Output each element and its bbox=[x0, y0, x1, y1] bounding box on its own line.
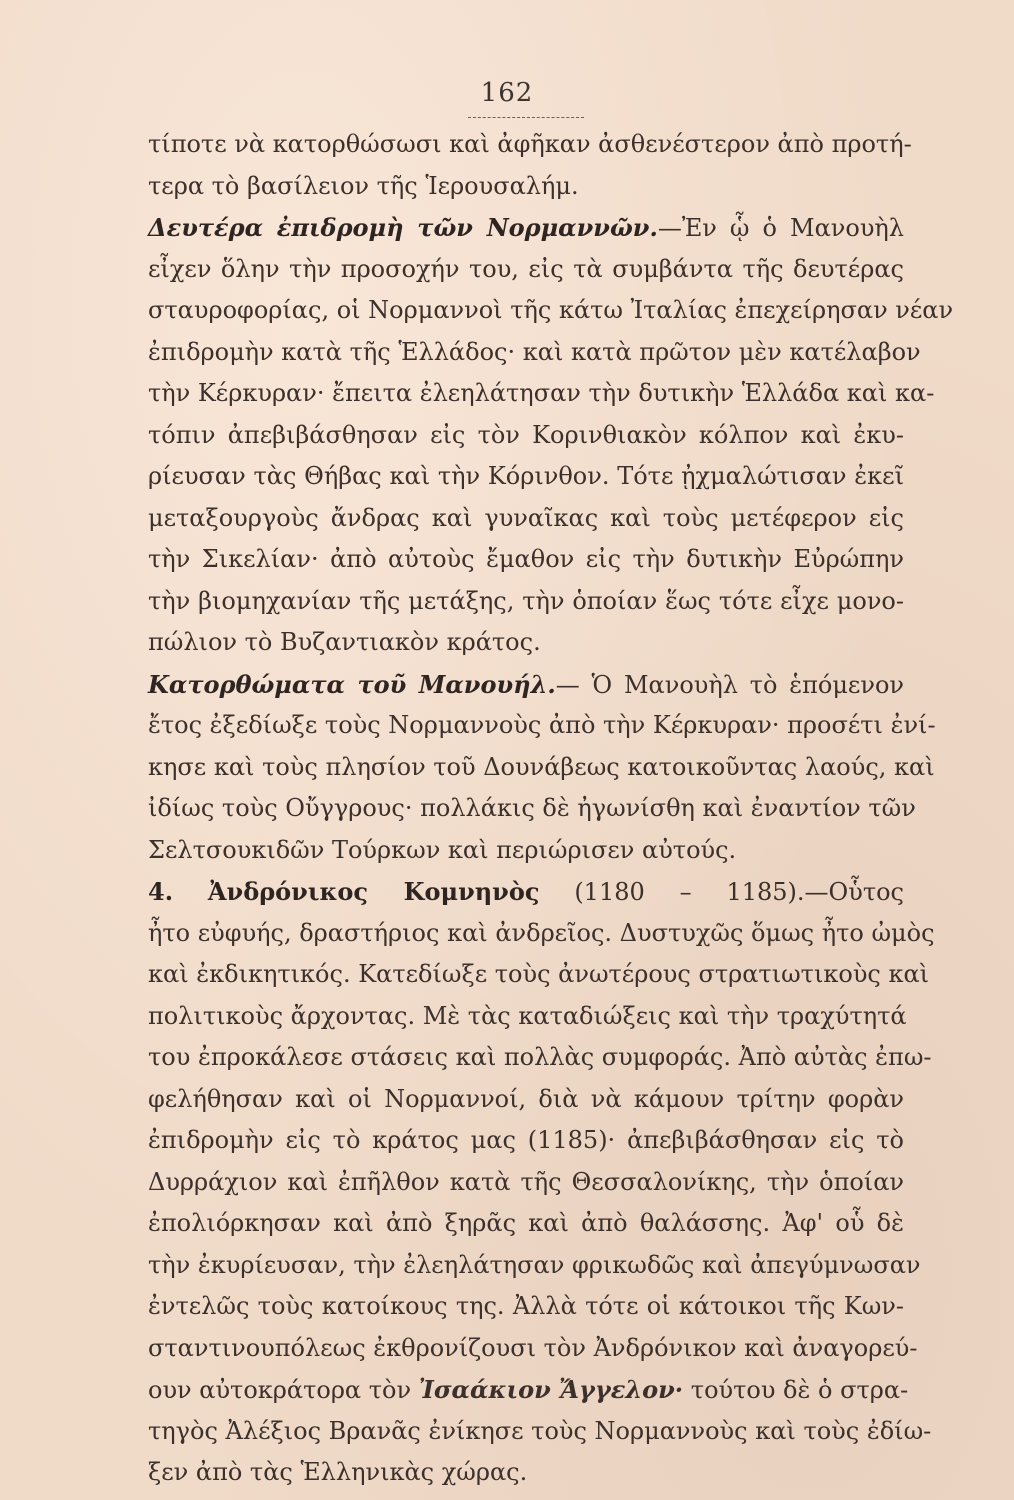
text-line: καὶ ἐκδικητικός. Κατεδίωξε τοὺς ἀνωτέρους στρατιωτικοὺς καὶ bbox=[148, 960, 930, 988]
text-line: φελήθησαν καὶ οἱ Νορμαννοί, διὰ νὰ κάμουν τρίτην φορὰν bbox=[148, 1084, 904, 1113]
subheading-second-invasion: Δευτέρα ἐπιδρομὴ τῶν Νορμαννῶν. bbox=[148, 213, 658, 242]
text-line bbox=[148, 1369, 909, 1411]
text-line bbox=[148, 207, 904, 249]
emperor-name: Ἰσαάκιον Ἄγγελον· bbox=[418, 1375, 684, 1404]
text-line: εἶχεν ὅλην τὴν προσοχήν του, εἰς τὰ συμβάντα τῆς δευτέρας bbox=[148, 254, 904, 283]
text-line: πολιτικοὺς ἄρχοντας. Μὲ τὰς καταδιώξεις καὶ τὴν τραχύτητά bbox=[148, 1001, 907, 1030]
text-line: τερα τὸ βασίλειον τῆς Ἱερουσαλήμ. bbox=[148, 171, 579, 200]
text-run: — Ὁ Μανουὴλ τὸ ἑπόμενον bbox=[555, 670, 904, 699]
text-line: ἰδίως τοὺς Οὔγγρους· πολλάκις δὲ ἠγωνίσθη καὶ ἐναντίον τῶν bbox=[148, 794, 916, 822]
section-number: 4. bbox=[148, 877, 174, 906]
text-line: τὴν Κέρκυραν· ἔπειτα ἐλεηλάτησαν τὴν δυτικὴν Ἑλλάδα καὶ κα- bbox=[148, 379, 935, 407]
text-line: τὴν Σικελίαν· ἀπὸ αὐτοὺς ἔμαθον εἰς τὴν δυτικὴν Εὐρώπην bbox=[148, 545, 904, 573]
text-run: —Οὗτος bbox=[804, 878, 904, 906]
text-run: τούτου δὲ ὁ στρα- bbox=[690, 1376, 909, 1404]
text-line: ἔτος ἐξεδίωξε τοὺς Νορμαννοὺς ἀπὸ τὴν Κέρκυραν· προσέτι ἐνί- bbox=[148, 711, 936, 739]
subheading-manuel-achievements: Κατορθώματα τοῦ Μανουήλ. bbox=[148, 669, 556, 699]
text-line: ἐντελῶς τοὺς κατοίκους της. Ἀλλὰ τότε οἱ κάτοικοι τῆς Κων- bbox=[148, 1292, 904, 1320]
text-line: τὴν ἐκυρίευσαν, τὴν ἐλεηλάτησαν φρικωδῶς καὶ ἀπεγύμνωσαν bbox=[148, 1250, 921, 1279]
text-line: πώλιον τὸ Βυζαντιακὸν κράτος. bbox=[148, 628, 541, 656]
section-title: Ἀνδρόνικος Κομνηνὸς bbox=[207, 877, 540, 906]
text-line: του ἐπροκάλεσε στάσεις καὶ πολλὰς συμφοράς. Ἀπὸ αὐτὰς ἐπω- bbox=[148, 1043, 932, 1071]
text-line: Δυρράχιον καὶ ἐπῆλθον κατὰ τῆς Θεσσαλονίκης, τὴν ὁποίαν bbox=[148, 1167, 904, 1196]
text-line: ρίευσαν τὰς Θήβας καὶ τὴν Κόρινθον. Τότε ᾐχμαλώτισαν ἐκεῖ bbox=[148, 462, 904, 490]
text-line: ἐπιδρομὴν κατὰ τῆς Ἑλλάδος· καὶ κατὰ πρῶτον μὲν κατέλαβον bbox=[148, 337, 921, 366]
text-line bbox=[148, 664, 904, 706]
text-line: σταντινουπόλεως ἐκθρονίζουσι τὸν Ἀνδρόνικον καὶ ἀναγορεύ- bbox=[148, 1333, 918, 1362]
text-line: ξεν ἀπὸ τὰς Ἑλληνικὰς χώρας. bbox=[148, 1458, 528, 1486]
section-dates: (1180 – 1185). bbox=[574, 878, 805, 906]
text-line: ἐπιδρομὴν εἰς τὸ κράτος μας (1185)· ἀπεβιβάσθησαν εἰς τὸ bbox=[148, 1126, 904, 1154]
text-run: —Ἐν ᾧ ὁ Μανουὴλ bbox=[657, 214, 905, 242]
text-run: ουν αὐτοκράτορα τὸν bbox=[148, 1376, 412, 1404]
text-line: τὴν βιομηχανίαν τῆς μετάξης, τὴν ὁποίαν ἕως τότε εἶχε μονο- bbox=[148, 586, 904, 615]
text-line: τόπιν ἀπεβιβάσθησαν εἰς τὸν Κορινθιακὸν κόλπον καὶ ἐκυ- bbox=[148, 420, 904, 449]
text-line: σταυροφορίας, οἱ Νορμαννοὶ τῆς κάτω Ἰταλίας ἐπεχείρησαν νέαν bbox=[148, 296, 954, 324]
text-line: ἐπολιόρκησαν καὶ ἀπὸ ξηρᾶς καὶ ἀπὸ θαλάσσης. Ἀφ' οὗ δὲ bbox=[148, 1209, 904, 1237]
text-line: μεταξουργοὺς ἄνδρας καὶ γυναῖκας καὶ τοὺς μετέφερον εἰς bbox=[148, 503, 904, 532]
text-line: τηγὸς Ἀλέξιος Βρανᾶς ἐνίκησε τοὺς Νορμαννοὺς καὶ τοὺς ἐδίω- bbox=[148, 1416, 932, 1445]
page-number: 162 bbox=[480, 78, 534, 108]
text-line: ἦτο εὐφυής, δραστήριος καὶ ἀνδρεῖος. Δυστυχῶς ὅμως ἦτο ὠμὸς bbox=[148, 918, 935, 947]
text-line: Σελτσουκιδῶν Τούρκων καὶ περιώρισεν αὐτούς. bbox=[148, 835, 737, 864]
section-heading-line bbox=[148, 871, 904, 913]
page-number-rule bbox=[468, 117, 584, 118]
text-line: τίποτε νὰ κατορθώσωσι καὶ ἀφῆκαν ἀσθενέστερον ἀπὸ προτή- bbox=[148, 130, 912, 158]
body-text bbox=[148, 124, 954, 1494]
text-line: κησε καὶ τοὺς πλησίον τοῦ Δουνάβεως κατοικοῦντας λαούς, καὶ bbox=[148, 752, 935, 781]
